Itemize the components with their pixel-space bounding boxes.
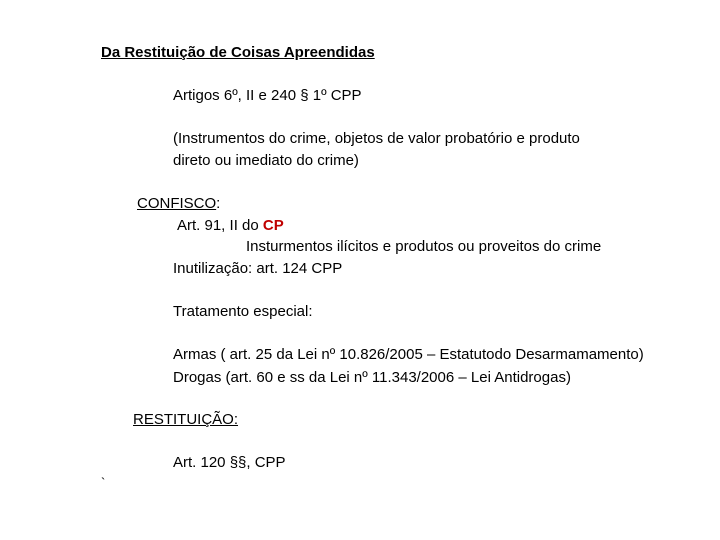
confisco-article [177, 217, 284, 235]
restituicao-article: Art. 120 §§, CPP [173, 454, 286, 471]
drogas-line: Drogas (art. 60 e ss da Lei nº 11.343/2006 – Lei Antidrogas) [173, 369, 571, 386]
items-description-line-2: direto ou imediato do crime) [173, 152, 359, 169]
tratamento-heading: Tratamento especial: [173, 303, 313, 320]
inutilizacao-line: Inutilização: art. 124 CPP [173, 260, 343, 277]
confisco-article-prefix: Art. 91, II do [177, 217, 263, 234]
confisco-heading [133, 195, 220, 213]
confisco-heading-colon: : [216, 195, 221, 212]
stray-backtick-mark: ` [101, 475, 106, 490]
armas-line: Armas ( art. 25 da Lei nº 10.826/2005 – Estatutodo Desarmamamento) [173, 346, 644, 363]
confisco-article-code: CP [262, 217, 284, 234]
items-description-line-1: (Instrumentos do crime, objetos de valor probatório e produto [173, 130, 580, 147]
page-title: Da Restituição de Coisas Apreendidas [101, 44, 375, 61]
confisco-items: Insturmentos ilícitos e produtos ou proveitos do crime [246, 238, 602, 255]
confisco-heading-text: CONFISCO [137, 195, 217, 212]
articles-reference: Artigos 6º, II e 240 § 1º CPP [173, 87, 362, 104]
restituicao-heading: RESTITUIÇÃO: [133, 411, 239, 428]
